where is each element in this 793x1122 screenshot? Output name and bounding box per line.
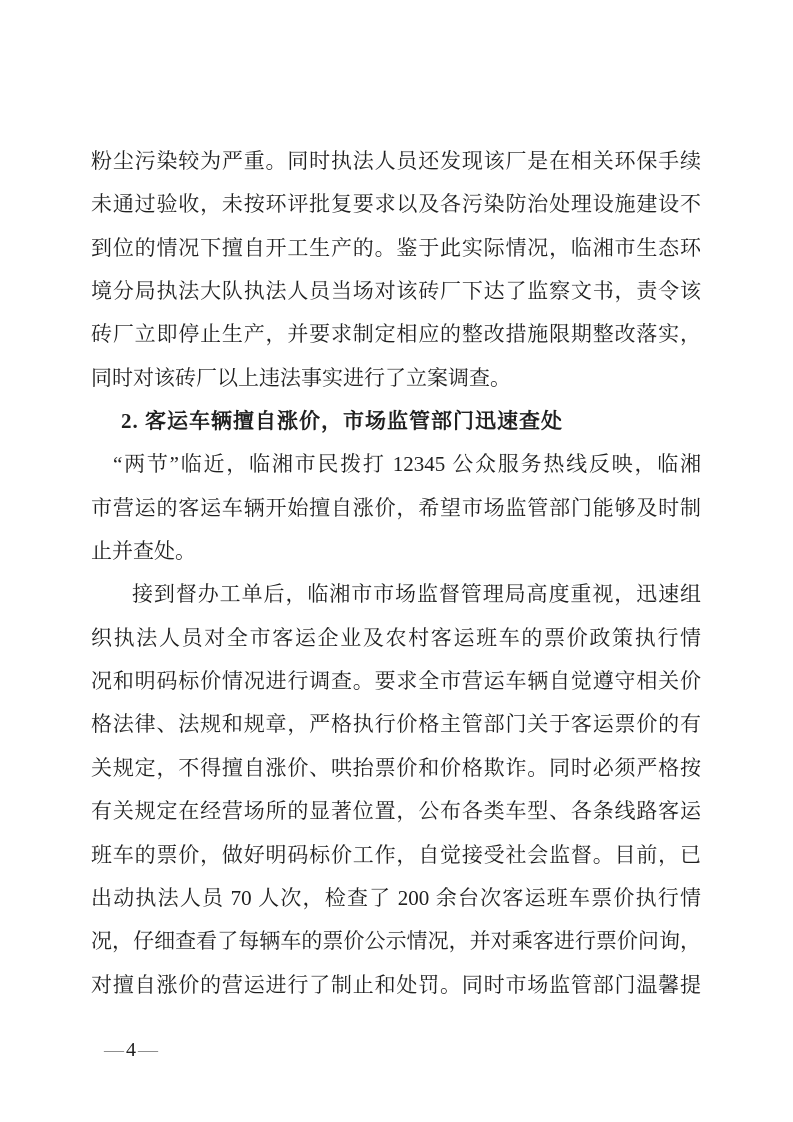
text-line: 接到督办工单后，临湘市市场监督管理局高度重视，迅速组 — [132, 582, 701, 607]
page-number-value: 4 — [126, 1039, 137, 1061]
text-line: 对擅自涨价的营运进行了制止和处罚。同时市场监管部门温馨提 — [91, 972, 701, 997]
text-line: 况，仔细查看了每辆车的票价公示情况，并对乘客进行票价问询， — [91, 929, 701, 954]
text-line: 关规定，不得擅自涨价、哄抬票价和价格欺诈。同时必须严格按 — [91, 755, 701, 780]
document-body — [91, 140, 701, 1007]
text-line: 织执法人员对全市客运企业及农村客运班车的票价政策执行情 — [91, 625, 701, 650]
page-number-dash-left: — — [104, 1039, 125, 1061]
section-heading: 2. 客运车辆擅自涨价，市场监管部门迅速查处 — [121, 409, 563, 434]
page-number-dash-right: — — [138, 1039, 159, 1061]
text-line: 同时对该砖厂以上违法事实进行了立案调查。 — [91, 365, 511, 390]
text-line: 格法律、法规和规章，严格执行价格主管部门关于客运票价的有 — [91, 712, 701, 737]
text-line: 砖厂立即停止生产，并要求制定相应的整改措施限期整改落实， — [91, 322, 701, 347]
text-line: 粉尘污染较为严重。同时执法人员还发现该厂是在相关环保手续 — [91, 149, 701, 173]
text-line: 班车的票价，做好明码标价工作，自觉接受社会监督。目前，已 — [91, 842, 701, 867]
text-line: 出动执法人员 70 人次，检查了 200 余台次客运班车票价执行情 — [91, 885, 701, 910]
text-line: 有关规定在经营场所的显著位置，公布各类车型、各条线路客运 — [91, 799, 701, 824]
page-number — [104, 1039, 159, 1061]
text-line: 未通过验收，未按环评批复要求以及各污染防治处理设施建设不 — [91, 192, 701, 217]
text-line: 市营运的客运车辆开始擅自涨价，希望市场监管部门能够及时制 — [91, 495, 701, 520]
text-line: “两节”临近，临湘市民拨打 12345 公众服务热线反映，临湘 — [113, 452, 701, 477]
text-line: 止并查处。 — [91, 539, 196, 564]
text-line: 况和明码标价情况进行调查。要求全市营运车辆自觉遵守相关价 — [91, 669, 701, 694]
text-line: 到位的情况下擅自开工生产的。鉴于此实际情况，临湘市生态环 — [91, 235, 701, 260]
text-line: 境分局执法大队执法人员当场对该砖厂下达了监察文书，责令该 — [91, 279, 701, 304]
